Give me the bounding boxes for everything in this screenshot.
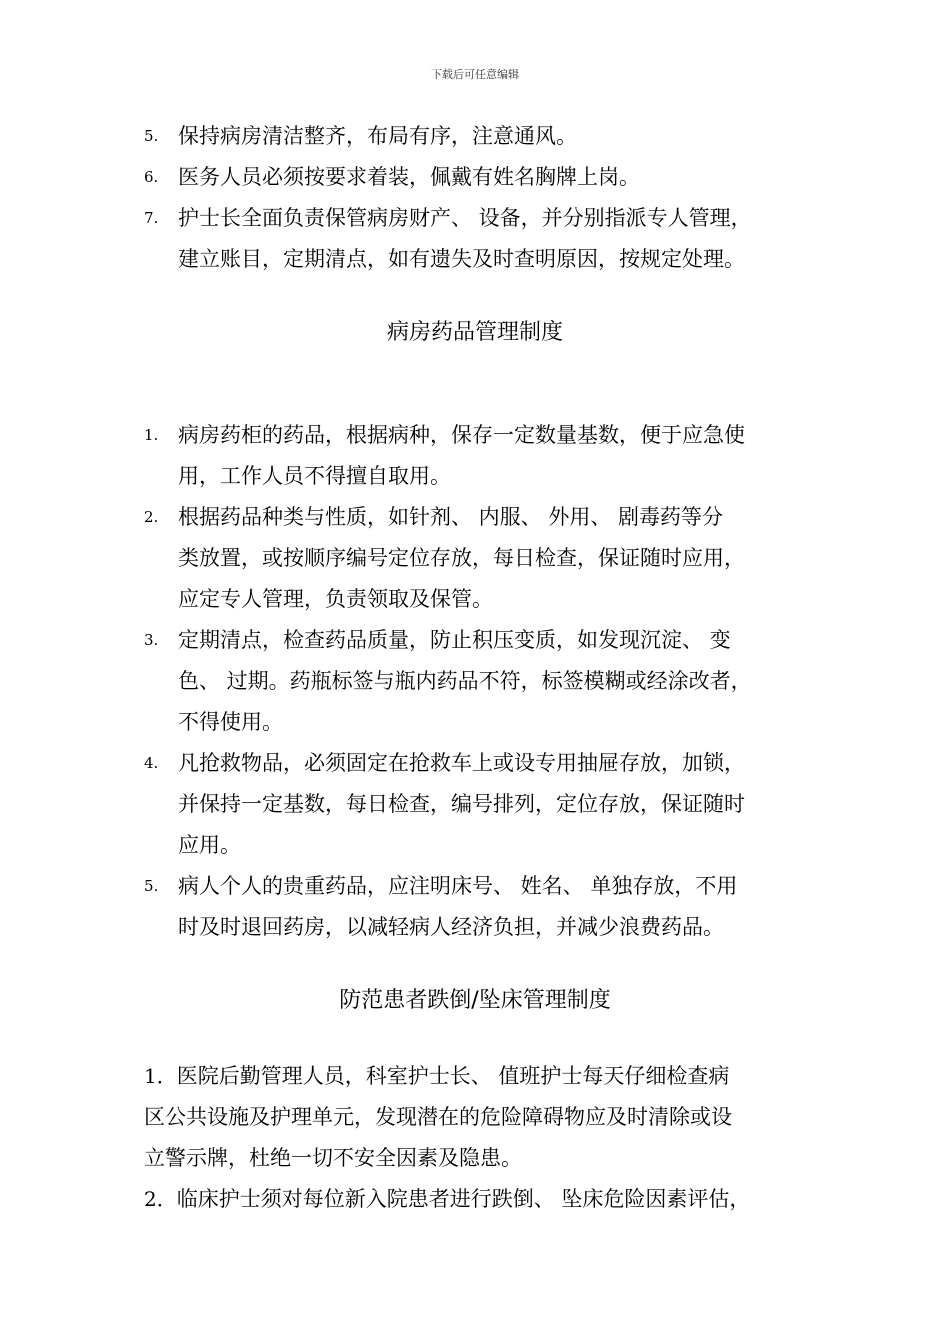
- item-number: 1.: [144, 426, 159, 444]
- item-line: 病房药柜的药品，根据病种，保存一定数量基数，便于应急使: [178, 423, 745, 447]
- section-title-falls: 防范患者跌倒/坠床管理制度: [339, 988, 611, 1013]
- drug-list: [0, 415, 950, 948]
- item-line: 根据药品种类与性质，如针剂、 内服、 外用、 剧毒药等分: [178, 505, 724, 529]
- item-number: 6.: [144, 168, 159, 186]
- para-line: 立警示牌，杜绝一切不安全因素及隐患。: [144, 1146, 522, 1170]
- item-line: 不得使用。: [178, 710, 283, 734]
- numbered-paragraph: [0, 1179, 824, 1220]
- item-line: 并保持一定基数，每日检查，编号排列，定位存放，保证随时: [178, 792, 745, 816]
- item-line: 时及时退回药房，以减轻病人经济负担，并减少浪费药品。: [178, 915, 724, 939]
- item-number: 5.: [144, 877, 159, 895]
- para-text: 临床护士须对每位新入院患者进行跌倒、 坠床危险因素评估，: [176, 1187, 751, 1211]
- item-line: 应用。: [178, 833, 241, 857]
- list-item: [0, 620, 818, 743]
- para-line: [144, 1179, 824, 1220]
- list-item: [0, 743, 818, 866]
- item-number: 3.: [144, 631, 159, 649]
- item-line: 病人个人的贵重药品，应注明床号、 姓名、 单独存放，不用: [178, 874, 738, 898]
- item-line: 护士长全面负责保管病房财产、 设备，并分别指派专人管理，: [178, 206, 752, 230]
- list-item: [0, 198, 818, 280]
- para-number: 1．: [144, 1064, 177, 1088]
- item-number: 5.: [144, 127, 159, 145]
- list-item: [0, 866, 818, 948]
- para-line: [144, 1056, 824, 1097]
- item-line: 凡抢救物品，必须固定在抢救车上或设专用抽屉存放，加锁，: [178, 751, 745, 775]
- item-number: 4.: [144, 754, 159, 772]
- list-item: [0, 116, 818, 157]
- list-item: [0, 497, 818, 620]
- item-line: 定期清点，检查药品质量，防止积压变质，如发现沉淀、 变: [178, 628, 731, 652]
- top-list: [0, 116, 950, 280]
- item-number: 7.: [144, 209, 159, 227]
- para-line: 区公共设施及护理单元，发现潜在的危险障碍物应及时清除或设: [144, 1105, 732, 1129]
- list-item: [0, 415, 818, 497]
- header-note: 下载后可任意编辑: [431, 68, 519, 81]
- item-line: 应定专人管理，负责领取及保管。: [178, 587, 493, 611]
- list-item: [0, 157, 818, 198]
- item-line: 保持病房清洁整齐，布局有序，注意通风。: [178, 124, 577, 148]
- falls-paragraphs: [0, 1056, 950, 1220]
- item-line: 用，工作人员不得擅自取用。: [178, 464, 451, 488]
- item-line: 色、 过期。药瓶标签与瓶内药品不符，标签模糊或经涂改者，: [178, 669, 752, 693]
- item-line: 医务人员必须按要求着装，佩戴有姓名胸牌上岗。: [178, 165, 640, 189]
- item-number: 2.: [144, 508, 159, 526]
- para-text: 医院后勤管理人员，科室护士长、 值班护士每天仔细检查病: [176, 1064, 730, 1088]
- para-number: 2．: [144, 1187, 177, 1211]
- numbered-paragraph: [0, 1056, 824, 1179]
- item-line: 建立账目，定期清点，如有遗失及时查明原因，按规定处理。: [178, 247, 745, 271]
- item-line: 类放置，或按顺序编号定位存放，每日检查，保证随时应用，: [178, 546, 745, 570]
- section-title-drugs: 病房药品管理制度: [386, 320, 563, 345]
